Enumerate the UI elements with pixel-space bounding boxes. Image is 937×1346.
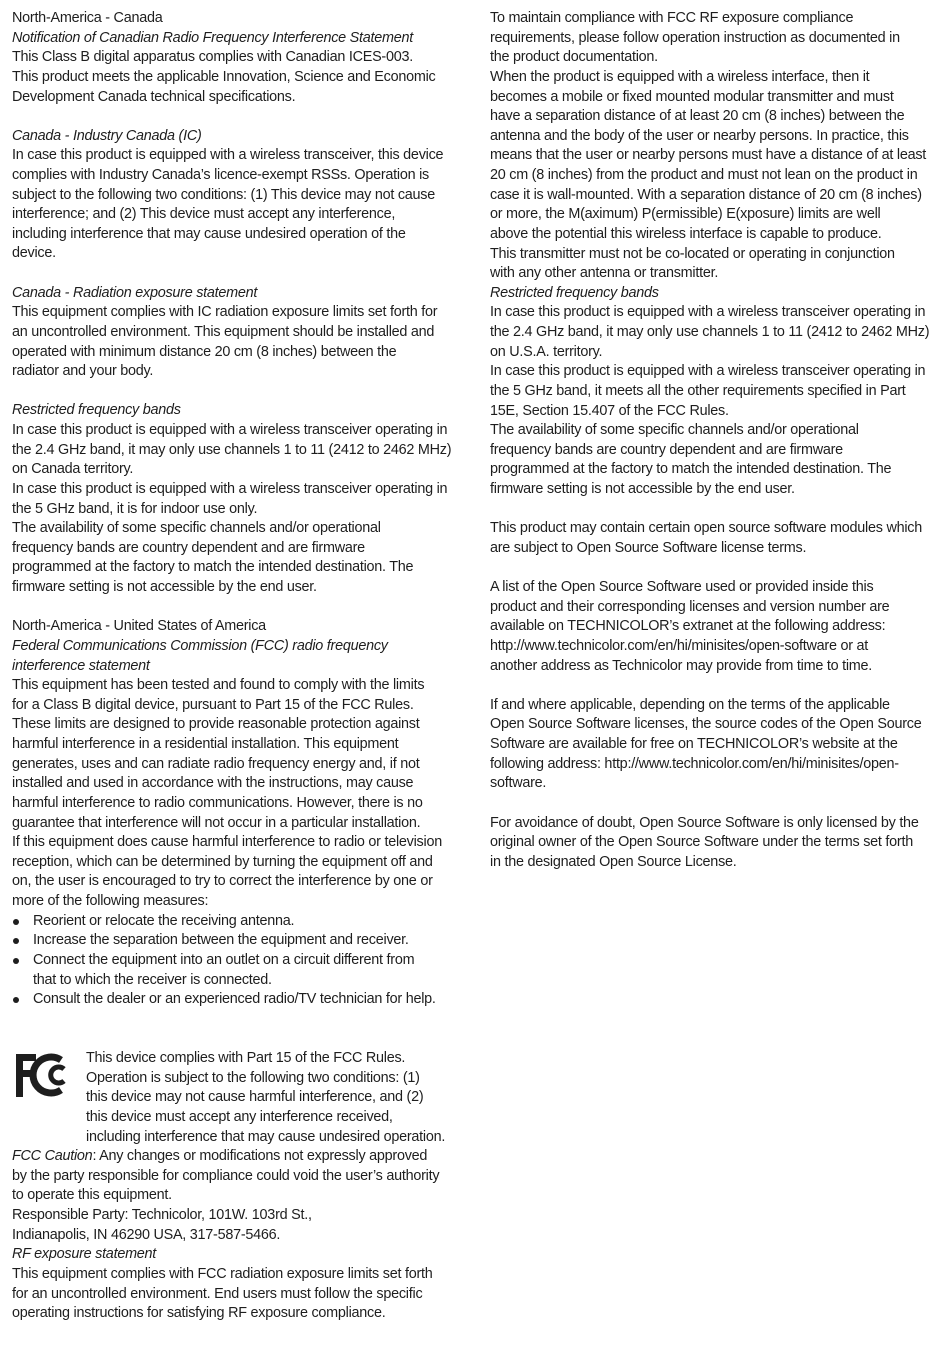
measure-item: [12, 912, 452, 932]
text-line: In case this product is equipped with a wireless transceiver operating in: [490, 363, 926, 380]
text-line: In case this product is equipped with a wireless transceiver, this device: [12, 147, 444, 164]
oss-notice: [490, 519, 931, 558]
text-line: the 2.4 GHz band, it may only use channels 1 to 11 (2412 to 2462 MHz): [490, 324, 930, 340]
canada-restricted-body: [12, 421, 452, 598]
text-line: http://www.technicolor.com/en/hi/minisites/open-software or at: [490, 637, 869, 654]
text-line: more of the following measures:: [12, 893, 209, 910]
text-line: antenna and the body of the user or nearby persons. In practice, this: [490, 127, 909, 144]
fcc-caution-label: FCC Caution: [12, 1148, 93, 1165]
text-line: the 2.4 GHz band, it may only use channels 1 to 11 (2412 to 2462 MHz): [12, 441, 452, 458]
text-line: the product documentation.: [490, 49, 658, 66]
text-line: this device must accept any interference received,: [86, 1108, 393, 1125]
text-line: This equipment has been tested and found to comply with the limits: [12, 677, 425, 694]
fcc-caution: FCC Caution: Any changes or modifications not expressly approved: [12, 1148, 428, 1165]
text-line: complies with Industry Canada’s licence-exempt RSSs. Operation is: [12, 166, 429, 183]
text-line: In case this product is equipped with a wireless transceiver operating in: [12, 480, 448, 497]
ic-section: [12, 127, 452, 264]
text-line: guarantee that interference will not occur in a particular installation.: [12, 814, 421, 831]
text-line: by the party responsible for compliance could void the user’s authority: [12, 1167, 440, 1184]
fcc-compliance-block: [12, 1049, 452, 1147]
text-line: When the product is equipped with a wireless interface, then it: [490, 68, 870, 85]
text-line: This equipment complies with FCC radiation exposure limits set forth: [12, 1265, 433, 1282]
text-line: that to which the receiver is connected.: [33, 971, 272, 988]
right-column: [490, 9, 931, 872]
text-line: an uncontrolled environment. This equipment should be installed and: [12, 323, 435, 340]
text-line: software.: [490, 775, 547, 792]
bullet-icon: [13, 919, 19, 925]
text-line: subject to the following two conditions: (1) This device may not cause: [12, 186, 435, 203]
oss-doubt-notice: [490, 814, 931, 873]
text-line: product and their corresponding licenses and version number are: [490, 598, 890, 615]
text-line: available on TECHNICOLOR’s extranet at the following address:: [490, 618, 886, 635]
radiation-section: [12, 284, 452, 382]
oss-source-notice: [490, 696, 931, 794]
canada-notice-body: [12, 48, 452, 107]
canada-notice-section: [12, 9, 452, 107]
text-line: Federal Communications Commission (FCC) radio frequency: [12, 637, 388, 654]
ic-body: [12, 146, 452, 264]
text-line: The availability of some specific channels and/or operational: [12, 520, 381, 537]
text-line: If this equipment does cause harmful interference to radio or television: [12, 834, 442, 851]
text-line: following address: http://www.technicolor.com/en/hi/minisites/open-: [490, 755, 899, 772]
text-line: in the designated Open Source License.: [490, 853, 737, 870]
text-line: including interference that may cause undesired operation of the: [12, 225, 406, 242]
text-line: including interference that may cause undesired operation.: [86, 1128, 446, 1145]
canada-heading: North-America - Canada: [12, 10, 163, 26]
text-line: Operation is subject to the following two conditions: (1): [86, 1069, 420, 1086]
usa-restricted-body: [490, 303, 931, 499]
text-line: becomes a mobile or fixed mounted modular transmitter and must: [490, 88, 894, 105]
text-line: the 5 GHz band, it meets all the other requirements specified in Part: [490, 382, 906, 399]
text-line: for a Class B digital device, pursuant to Part 15 of the FCC Rules.: [12, 696, 414, 713]
text-line: operated with minimum distance 20 cm (8 inches) between the: [12, 343, 397, 360]
text-line: This Class B digital apparatus complies with Canadian ICES-003.: [12, 49, 413, 66]
measures-list: [12, 912, 452, 1010]
text-line: or more, the M(aximum) P(ermissible) E(xposure) limits are well: [490, 206, 881, 223]
fcc-statement: [86, 1049, 452, 1147]
text-line: firmware setting is not accessible by the end user.: [12, 579, 317, 596]
bullet-icon: [13, 938, 19, 944]
text-line: reception, which can be determined by turning the equipment off and: [12, 853, 433, 870]
text-line: For avoidance of doubt, Open Source Software is only licensed by the: [490, 814, 919, 831]
measure-item: [12, 990, 452, 1010]
text-line: are subject to Open Source Software license terms.: [490, 539, 807, 556]
fcc-logo-icon: [14, 1051, 76, 1099]
text-line: A list of the Open Source Software used or provided inside this: [490, 579, 874, 596]
text-line: Responsible Party: Technicolor, 101W. 103rd St.,: [12, 1207, 312, 1224]
text-line: If and where applicable, depending on the terms of the applicable: [490, 696, 890, 713]
measure-item: [12, 951, 452, 990]
text-line: above the potential this wireless interface is capable to produce.: [490, 225, 882, 242]
text-line: have a separation distance of at least 20 cm (8 inches) between the: [490, 108, 905, 125]
text-line: This transmitter must not be co-located or operating in conjunction: [490, 245, 895, 262]
text-line: harmful interference in a residential installation. This equipment: [12, 736, 399, 753]
text-line: on Canada territory.: [12, 461, 134, 478]
oss-list-notice: [490, 578, 931, 676]
rf-exposure-body: [12, 1265, 452, 1324]
text-line: Development Canada technical specifications.: [12, 88, 296, 105]
text-line: The availability of some specific channels and/or operational: [490, 422, 859, 439]
usa-restricted-heading: Restricted frequency bands: [490, 284, 659, 301]
radiation-heading: Canada - Radiation exposure statement: [12, 284, 258, 301]
text-line: this device may not cause harmful interference, and (2): [86, 1089, 424, 1106]
text-line: This product may contain certain open source software modules which: [490, 520, 922, 537]
bullet-icon: [13, 997, 19, 1003]
canada-subheading: Notification of Canadian Radio Frequency Interference Statement: [12, 29, 414, 46]
fcc-interference-heading: [12, 637, 452, 676]
text-line: means that the user or nearby persons must have a distance of at least: [490, 147, 927, 164]
canada-restricted-heading: Restricted frequency bands: [12, 402, 181, 419]
text-line: 15E, Section 15.407 of the FCC Rules.: [490, 402, 729, 419]
text-line: This equipment complies with IC radiation exposure limits set forth for: [12, 304, 438, 321]
radiation-body: [12, 303, 452, 382]
text-line: the 5 GHz band, it is for indoor use only.: [12, 500, 258, 517]
text-line: generates, uses and can radiate radio frequency energy and, if not: [12, 755, 420, 772]
text-line: device.: [12, 245, 56, 262]
text-line: This device complies with Part 15 of the FCC Rules.: [86, 1050, 406, 1067]
text-line: These limits are designed to provide reasonable protection against: [12, 716, 420, 733]
measure-item: [12, 931, 452, 951]
text-line: for an uncontrolled environment. End users must follow the specific: [12, 1285, 423, 1302]
text-line: original owner of the Open Source Software under the terms set forth: [490, 834, 913, 851]
text-line: requirements, please follow operation instruction as documented in: [490, 29, 900, 46]
text-line: programmed at the factory to match the intended destination. The: [12, 559, 414, 576]
rf-exposure-heading: RF exposure statement: [12, 1246, 157, 1263]
text-line: on U.S.A. territory.: [490, 343, 603, 360]
text-line: firmware setting is not accessible by the end user.: [490, 481, 795, 497]
left-column: [12, 9, 452, 1324]
text-line: In case this product is equipped with a wireless transceiver operating in: [490, 304, 926, 321]
text-line: Reorient or relocate the receiving antenna.: [33, 912, 295, 929]
bullet-icon: [13, 958, 19, 964]
usa-section: [12, 617, 452, 1010]
text-line: Connect the equipment into an outlet on a circuit different from: [33, 951, 415, 968]
text-line: interference; and (2) This device must accept any interference,: [12, 206, 396, 223]
text-line: on, the user is encouraged to try to correct the interference by one or: [12, 873, 433, 890]
fcc-caution-body: [12, 1167, 452, 1206]
ic-heading: Canada - Industry Canada (IC): [12, 127, 202, 144]
text-line: In case this product is equipped with a wireless transceiver operating in: [12, 422, 448, 439]
text-line: Increase the separation between the equipment and receiver.: [33, 932, 409, 949]
text-line: installed and used in accordance with the instructions, may cause: [12, 775, 414, 792]
canada-restricted-bands-section: [12, 401, 452, 597]
text-line: 20 cm (8 inches) from the product and must not lean on the product in: [490, 167, 918, 183]
fcc-rf-compliance-body: [490, 9, 931, 284]
text-line: Indianapolis, IN 46290 USA, 317-587-5466.: [12, 1226, 281, 1243]
text-line: to operate this equipment.: [12, 1187, 172, 1204]
text-line: interference statement: [12, 657, 150, 674]
responsible-party: [12, 1206, 452, 1245]
text-line: Software are available for free on TECHNICOLOR’s website at the: [490, 736, 898, 753]
text-line: operating instructions for satisfying RF exposure compliance.: [12, 1305, 386, 1322]
text-line: with any other antenna or transmitter.: [490, 265, 719, 282]
text-line: radiator and your body.: [12, 363, 154, 380]
text-line: programmed at the factory to match the intended destination. The: [490, 461, 892, 478]
usa-body: [12, 676, 452, 912]
text-line: case it is wall-mounted. With a separation distance of 20 cm (8 inches): [490, 186, 922, 203]
text-line: frequency bands are country dependent and are firmware: [12, 539, 365, 556]
text-line: harmful interference to radio communications. However, there is no: [12, 794, 423, 811]
text-line: another address as Technicolor may provide from time to time.: [490, 657, 873, 674]
text-line: Consult the dealer or an experienced radio/TV technician for help.: [33, 991, 436, 1008]
text-line: frequency bands are country dependent and are firmware: [490, 441, 843, 458]
text-line: To maintain compliance with FCC RF exposure compliance: [490, 10, 854, 26]
text-line: Open Source Software licenses, the source codes of the Open Source: [490, 716, 922, 733]
usa-heading: North-America - United States of America: [12, 618, 266, 635]
text-line: This product meets the applicable Innovation, Science and Economic: [12, 68, 436, 85]
